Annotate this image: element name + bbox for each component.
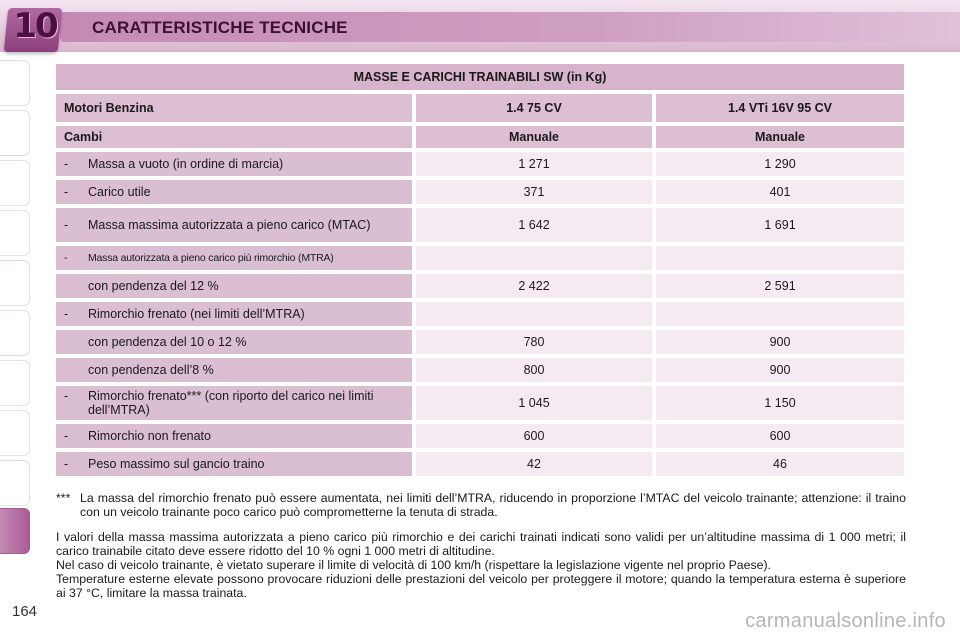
- row-label: - Peso massimo sul gancio traino: [56, 452, 412, 476]
- gearbox-col-2: Manuale: [656, 126, 904, 148]
- row-value-1: 371: [416, 180, 652, 204]
- row-label: - Rimorchio non frenato: [56, 424, 412, 448]
- note-altitude: I valori della massa massima autorizzata a pieno carico più rimorchio e dei carichi trainati indicati sono validi per un’altitudine massima di 1 000 metri; il carico trainabile citato deve essere ridotto del 10 % ogni 1 000 metri di altitudine.: [56, 530, 906, 558]
- table-row: [56, 274, 904, 298]
- notes: [56, 491, 906, 600]
- chapter-tab-1[interactable]: [0, 60, 30, 106]
- row-value-2: 900: [656, 330, 904, 354]
- row-label: - Rimorchio frenato*** (con riporto del carico nei limiti dell’MTRA): [56, 386, 412, 420]
- row-value-2: 2 591: [656, 274, 904, 298]
- row-label: - Massa autorizzata a pieno carico più rimorchio (MTRA): [56, 246, 412, 270]
- table-title: MASSE E CARICHI TRAINABILI SW (in Kg): [56, 64, 904, 90]
- chapter-tab-2[interactable]: [0, 110, 30, 156]
- row-value-2: 1 290: [656, 152, 904, 176]
- row-value-1: 600: [416, 424, 652, 448]
- row-value-1: 42: [416, 452, 652, 476]
- masses-table: [56, 64, 904, 480]
- note-temperature: Temperature esterne elevate possono provocare riduzioni delle prestazioni del veicolo per proteggere il motore; quando la temperatura esterna è superiore ai 37 °C, limitare la massa trainata.: [56, 572, 906, 600]
- row-value-1: 800: [416, 358, 652, 382]
- table-row: [56, 180, 904, 204]
- footnote-towing: [56, 491, 906, 519]
- table-row: [56, 302, 904, 326]
- row-value-2: 401: [656, 180, 904, 204]
- footnote-text: La massa del rimorchio frenato può essere aumentata, nei limiti dell’MTRA, riducendo in proporzione l’MTAC del veicolo trainante; attenzione: il traino con un veicolo trainante poco carico può comprometterne la tenuta di strada.: [80, 491, 906, 519]
- row-label: con pendenza del 12 %: [56, 274, 412, 298]
- table-row: [56, 386, 904, 420]
- table-row: [56, 358, 904, 382]
- row-value-1: 780: [416, 330, 652, 354]
- engine-label: Motori Benzina: [56, 94, 412, 122]
- table-row: [56, 246, 904, 270]
- header-band: [0, 0, 960, 52]
- note-speed-limit: Nel caso di veicolo trainante, è vietato superare il limite di velocità di 100 km/h (rispettare la legislazione vigente nel proprio Paese).: [56, 558, 771, 572]
- table-row: [56, 208, 904, 242]
- row-value-1: 1 045: [416, 386, 652, 420]
- chapter-tab-3[interactable]: [0, 160, 30, 206]
- row-label: con pendenza del 10 o 12 %: [56, 330, 412, 354]
- row-label: - Rimorchio frenato (nei limiti dell’MTRA): [56, 302, 412, 326]
- row-value-1: 2 422: [416, 274, 652, 298]
- table-row: [56, 330, 904, 354]
- page-title: CARATTERISTICHE TECNICHE: [92, 18, 348, 37]
- page-number: 164: [12, 603, 38, 620]
- chapter-tab-5[interactable]: [0, 260, 30, 306]
- chapter-number: 10: [13, 6, 57, 46]
- table-row: [56, 452, 904, 476]
- engine-col-1: 1.4 75 CV: [416, 94, 652, 122]
- chapter-tab-9[interactable]: [0, 460, 30, 506]
- chapter-tab-6[interactable]: [0, 310, 30, 356]
- gearbox-col-1: Manuale: [416, 126, 652, 148]
- chapter-tab-8[interactable]: [0, 410, 30, 456]
- row-value-1: [416, 246, 652, 270]
- table-row: [56, 152, 904, 176]
- chapter-tab-7[interactable]: [0, 360, 30, 406]
- row-label: - Carico utile: [56, 180, 412, 204]
- row-value-2: 46: [656, 452, 904, 476]
- row-value-2: 900: [656, 358, 904, 382]
- row-value-2: 1 691: [656, 208, 904, 242]
- engine-col-2: 1.4 VTi 16V 95 CV: [656, 94, 904, 122]
- row-value-2: [656, 246, 904, 270]
- footnote-marker: ***: [56, 491, 71, 505]
- row-value-1: 1 271: [416, 152, 652, 176]
- row-label: - Massa massima autorizzata a pieno carico (MTAC): [56, 208, 412, 242]
- row-value-1: 1 642: [416, 208, 652, 242]
- chapter-tabs: [0, 60, 34, 580]
- row-label: - Massa a vuoto (in ordine di marcia): [56, 152, 412, 176]
- row-value-2: 600: [656, 424, 904, 448]
- watermark: carmanualsonline.info: [745, 610, 946, 632]
- table-row: [56, 424, 904, 448]
- row-label: con pendenza dell’8 %: [56, 358, 412, 382]
- chapter-tab-10-active[interactable]: [0, 508, 30, 554]
- row-value-2: 1 150: [656, 386, 904, 420]
- gearbox-label: Cambi: [56, 126, 412, 148]
- chapter-tab-4[interactable]: [0, 210, 30, 256]
- row-value-1: [416, 302, 652, 326]
- row-value-2: [656, 302, 904, 326]
